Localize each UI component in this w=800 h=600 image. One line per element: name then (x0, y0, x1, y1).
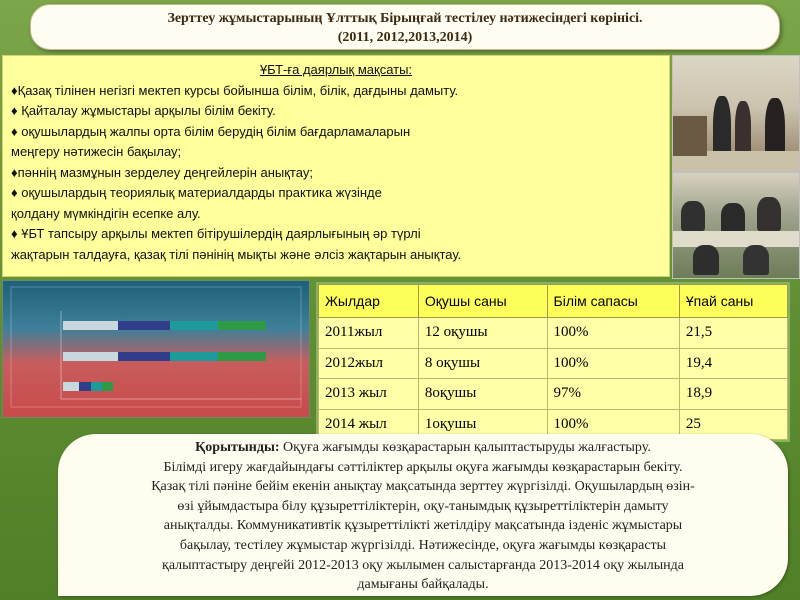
title-line-1: Зерттеу жұмыстарының Ұлттық Бірыңғай тестілеу нәтижесіндегі көрінісі. (167, 11, 643, 26)
cell-quality: 100% (547, 409, 679, 440)
cell-year: 2011жыл (319, 318, 419, 349)
bar-row-3 (63, 382, 113, 391)
table-row (319, 318, 788, 349)
header-quality: Білім сапасы (547, 285, 679, 318)
conclusion-line: өзі ұйымдастыра білу құзыреттіліктерін, оқу-танымдық құзыреттіліктерін дамыту (177, 498, 669, 514)
table-row (319, 379, 788, 410)
cell-quality: 97% (547, 379, 679, 410)
cell-quality: 100% (547, 348, 679, 379)
conclusion-line: Қазақ тілі пәніне бейім екенін анықтау мақсатында зерттеу жүргізілді. Оқушылардың өзін- (151, 479, 695, 495)
table-row (319, 348, 788, 379)
goals-line: меңгеру нәтижесін бақылау; (11, 144, 182, 159)
table-header-row (319, 285, 788, 318)
title-line-2: (2011, 2012,2013,2014) (337, 30, 473, 45)
results-table (318, 284, 788, 440)
cell-year: 2013 жыл (319, 379, 419, 410)
goals-line: ♦ оқушылардың жалпы орта білім берудің білім бағдарламаларын (11, 123, 411, 139)
goals-line: ♦пәннің мазмұнын зерделеу деңгейлерін анықтау; (11, 164, 313, 180)
goals-heading: ҰБТ-ға даярлық мақсаты: (259, 62, 413, 77)
conclusion-line: қалыптастыру деңгейі 2012-2013 оқу жылымен салыстарғанда 2013-2014 оқу жылында (162, 557, 684, 573)
chart-graphic (3, 281, 309, 417)
cell-quality: 100% (547, 318, 679, 349)
bar-row-1 (63, 321, 266, 330)
goals-line: ♦Қазақ тілінен негізгі мектеп курсы бойынша білім, білік, дағдыны дамыту. (11, 82, 459, 98)
results-table-wrapper (316, 282, 790, 442)
bar-row-2 (63, 352, 266, 361)
header-students: Оқушы саны (418, 285, 547, 318)
cell-year: 2012жыл (319, 348, 419, 379)
goals-line: ♦ ҰБТ тапсыру арқылы мектеп бітірушілердің даярлығының әр түрлі (11, 226, 421, 241)
classroom-photo (672, 55, 800, 172)
results-bar-chart-image (2, 280, 310, 418)
cell-year: 2014 жыл (319, 409, 419, 440)
cell-students: 1оқушы (418, 409, 547, 440)
goals-line: жақтарын талдауға, қазақ тілі пәнінің мықты және әлсіз жақтарын анықтау. (11, 246, 462, 262)
conclusion-panel (58, 434, 788, 596)
conclusion-label: Қорытынды: (195, 440, 280, 455)
goals-panel (2, 55, 670, 277)
cell-students: 12 оқушы (418, 318, 547, 349)
goals-line: ♦ оқушылардың теориялық материалдарды практика жүзінде (11, 185, 382, 200)
goals-line: ♦ Қайталау жұмыстары арқылы білім бекіту. (11, 103, 276, 118)
conclusion-line: Білімді игеру жағдайындағы сәттіліктер арқылы оқуға жағымды көзқарастарын бекіту. (163, 459, 683, 475)
cell-score: 25 (679, 409, 787, 440)
conclusion-line: дамығаны байқалады. (357, 577, 489, 593)
conclusion-line: бақылау, тестілеу жұмыстар жүргізілді. Нәтижесінде, оқуға жағымды көзқарасты (179, 537, 667, 553)
cell-students: 8 оқушы (418, 348, 547, 379)
goals-line: қолдану мүмкіндігін есепке алу. (11, 205, 201, 221)
cell-score: 18,9 (679, 379, 787, 410)
cell-score: 21,5 (679, 318, 787, 349)
conclusion-text: Оқуға жағымды көзқарастарын қалыптастыруды жалғастыру. (279, 440, 651, 455)
slide-title (30, 4, 780, 50)
header-years: Жылдар (319, 285, 419, 318)
cell-students: 8оқушы (418, 379, 547, 410)
header-score: Ұпай саны (679, 285, 787, 318)
cell-score: 19,4 (679, 348, 787, 379)
conclusion-line-1 (72, 438, 774, 458)
students-photo (672, 172, 800, 279)
conclusion-line: анықталды. Коммуникативтік құзыреттілікті жетілдіру мақсатында ізденіс жұмыстары (163, 518, 683, 534)
